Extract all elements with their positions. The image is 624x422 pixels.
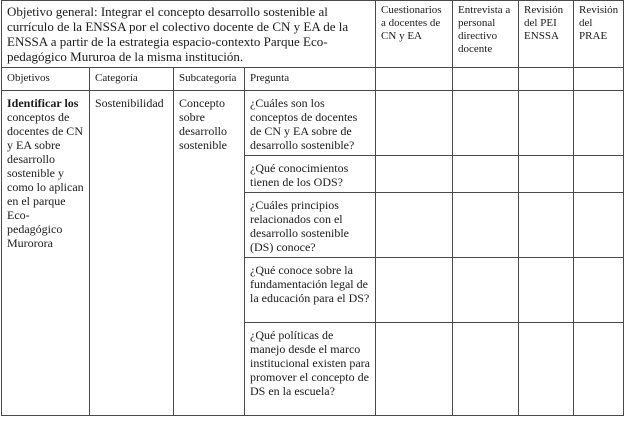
empty-cell <box>574 323 624 416</box>
column-header-row <box>2 68 624 91</box>
subcategory-cell: Concepto sobre desarrollo sostenible <box>174 91 245 416</box>
empty-cell <box>519 68 574 91</box>
empty-cell <box>574 258 624 323</box>
header-pregunta: Pregunta <box>245 68 376 91</box>
empty-cell <box>453 323 519 416</box>
category-cell: Sostenibilidad <box>90 91 174 416</box>
empty-cell <box>519 91 574 156</box>
objective-cell <box>2 91 90 416</box>
empty-cell <box>376 68 453 91</box>
empty-cell <box>376 91 453 156</box>
empty-cell <box>453 156 519 193</box>
empty-cell <box>519 258 574 323</box>
header-entrevista: Entrevista a personal directivo docente <box>453 1 519 68</box>
empty-cell <box>574 68 624 91</box>
header-cuestionarios: Cuestionarios a docentes de CN y EA <box>376 1 453 68</box>
title-row <box>2 1 624 68</box>
empty-cell <box>519 156 574 193</box>
question-cell: ¿Qué conoce sobre la fundamentación legal de la educación para el DS? <box>245 258 376 323</box>
empty-cell <box>376 156 453 193</box>
empty-cell <box>453 68 519 91</box>
empty-cell <box>574 156 624 193</box>
header-categoria: Categoría <box>90 68 174 91</box>
question-cell: ¿Qué políticas de manejo desde el marco institucional existen para promover el concepto de DS en la escuela? <box>245 323 376 416</box>
objective-lead: Identificar los <box>7 96 79 110</box>
empty-cell <box>376 193 453 258</box>
header-revision-pei: Revisión del PEI ENSSA <box>519 1 574 68</box>
question-cell: ¿Qué conocimientos tienen de los ODS? <box>245 156 376 193</box>
empty-cell <box>519 323 574 416</box>
empty-cell <box>574 193 624 258</box>
empty-cell <box>453 193 519 258</box>
research-matrix-table <box>1 0 624 416</box>
question-cell: ¿Cuáles principios relacionados con el desarrollo sostenible (DS) conoce? <box>245 193 376 258</box>
table-row <box>2 91 624 156</box>
question-cell: ¿Cuáles son los conceptos de docentes de CN y EA sobre de desarrollo sostenible? <box>245 91 376 156</box>
empty-cell <box>453 91 519 156</box>
header-subcategoria: Subcategoría <box>174 68 245 91</box>
header-objetivos: Objetivos <box>2 68 90 91</box>
empty-cell <box>519 193 574 258</box>
empty-cell <box>574 91 624 156</box>
empty-cell <box>376 258 453 323</box>
objective-text: conceptos de docentes de CN y EA sobre desarrollo sostenible y como lo aplican en el parque Eco-pedagógico Murorora <box>7 110 84 250</box>
general-objective-cell: Objetivo general: Integrar el concepto desarrollo sostenible al currículo de la ENSSA por el colectivo docente de CN y EA de la ENSSA a partir de la estrategia espacio-contexto Parque Eco-pedagógico Mururoa de la misma institución. <box>2 1 376 68</box>
empty-cell <box>376 323 453 416</box>
header-revision-prae: Revisión del PRAE <box>574 1 624 68</box>
empty-cell <box>453 258 519 323</box>
